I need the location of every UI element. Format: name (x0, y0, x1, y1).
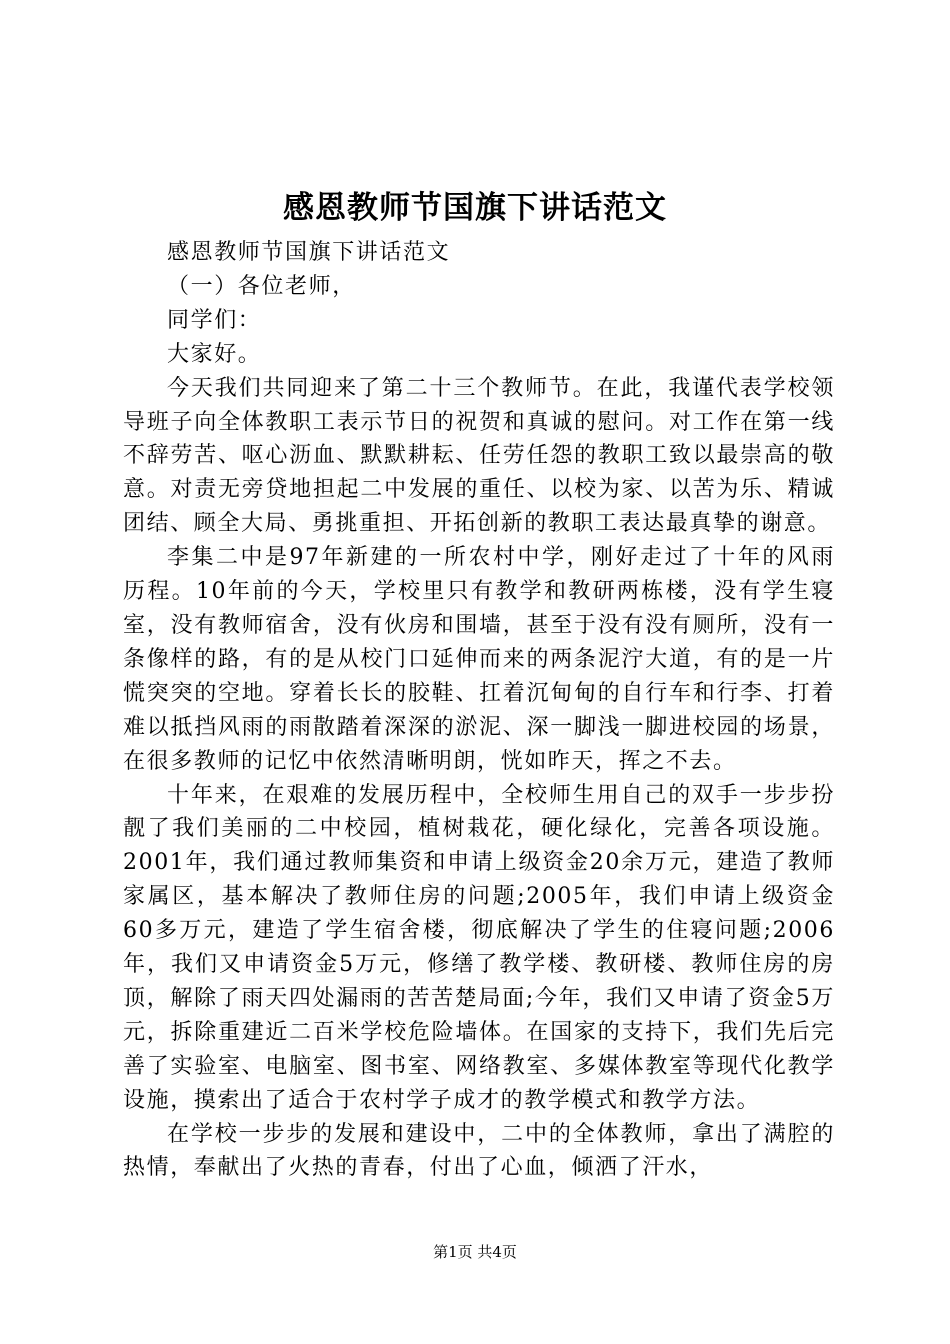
body-paragraph: 在学校一步步的发展和建设中，二中的全体教师，拿出了满腔的热情，奉献出了火热的青春，付出了心血，倾洒了汗水， (123, 1121, 835, 1181)
body-paragraph: 今天我们共同迎来了第二十三个教师节。在此，我谨代表学校领导班子向全体教职工表示节日的祝贺和真诚的慰问。对工作在第一线不辞劳苦、呕心沥血、默默耕耘、任劳任怨的教职工致以最崇高的敬意。对责无旁贷地担起二中发展的重任、以校为家、以苦为乐、精诚团结、顾全大局、勇挑重担、开拓创新的教职工表达最真挚的谢意。 (123, 375, 835, 537)
body-paragraph: （一）各位老师， (167, 273, 356, 299)
body-paragraph: 十年来，在艰难的发展历程中，全校师生用自己的双手一步步扮靓了我们美丽的二中校园，植树栽花，硬化绿化，完善各项设施。2001年，我们通过教师集资和申请上级资金20余万元，建造了教师家属区，基本解决了教师住房的问题;2005年，我们申请上级资金60多万元，建造了学生宿舍楼，彻底解决了学生的住寝问题;2006年，我们又申请资金5万元，修缮了教学楼、教研楼、教师住房的房顶，解除了雨天四处漏雨的苦苦楚局面;今年，我们又申请了资金5万元，拆除重建近二百米学校危险墙体。在国家的支持下，我们先后完善了实验室、电脑室、图书室、网络教室、多媒体教室等现代化教学设施，摸索出了适合于农村学子成才的教学模式和教学方法。 (123, 782, 835, 1113)
body-paragraph: 感恩教师节国旗下讲话范文 (167, 240, 451, 265)
body-paragraph: 大家好。 (167, 341, 262, 367)
document-body (123, 236, 835, 1185)
document-title: 感恩教师节国旗下讲话范文 (283, 190, 667, 226)
body-paragraph: 李集二中是97年新建的一所农村中学，刚好走过了十年的风雨历程。10年前的今天，学校里只有教学和教研两栋楼，没有学生寝室，没有教师宿舍，没有伙房和围墙，甚至于没有没有厕所，没有一条像样的路，有的是从校门口延伸而来的两条泥泞大道，有的是一片慌突突的空地。穿着长长的胶鞋、扛着沉甸甸的自行车和行李、打着难以抵挡风雨的雨散踏着深深的淤泥、深一脚浅一脚进校园的场景，在很多教师的记忆中依然清晰明朗，恍如昨天，挥之不去。 (123, 545, 835, 774)
body-paragraph: 同学们： (167, 307, 262, 333)
page-footer: 第1页 共4页 (433, 1243, 517, 1261)
